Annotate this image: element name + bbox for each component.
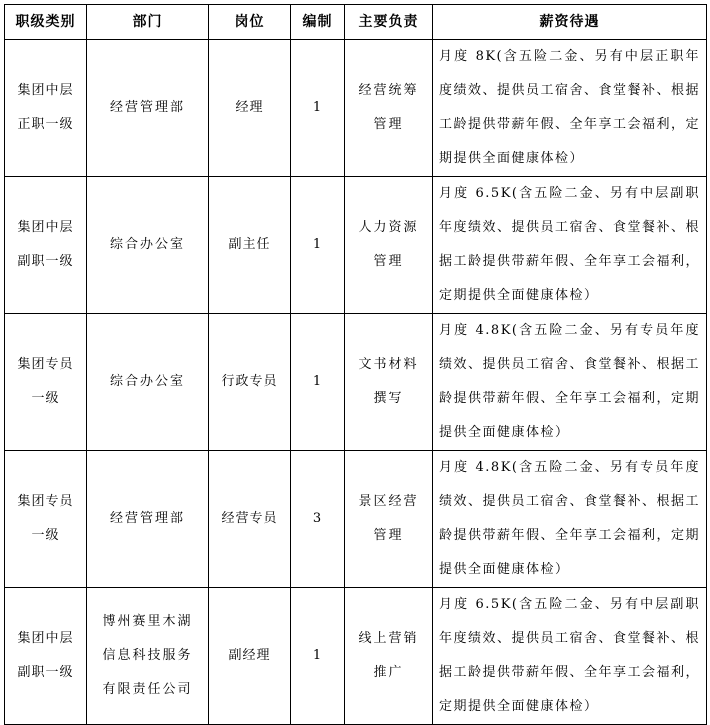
table-row xyxy=(5,451,707,588)
level-cell xyxy=(5,588,87,725)
quota-cell: 1 xyxy=(291,177,345,314)
table-row xyxy=(5,177,707,314)
duty-cell xyxy=(345,451,433,588)
table-row xyxy=(5,314,707,451)
salary-cell: 月度 6.5K(含五险二金、另有中层副职年度绩效、提供员工宿舍、食堂餐补、根据工龄提供带薪年假、全年享工会福利，定期提供全面健康体检） xyxy=(433,177,707,314)
dept-cell xyxy=(87,177,209,314)
duty-text: 人力资源管理 xyxy=(358,220,419,269)
header-level: 职级类别 xyxy=(5,5,87,40)
salary-cell: 月度 4.8K(含五险二金、另有专员年度绩效、提供员工宿舍、食堂餐补、根据工龄提供带薪年假、全年享工会福利，定期提供全面健康体检） xyxy=(433,451,707,588)
dept-text: 经营管理部 xyxy=(109,100,185,115)
salary-cell: 月度 4.8K(含五险二金、另有专员年度绩效、提供员工宿舍、食堂餐补、根据工龄提供带薪年假、全年享工会福利，定期提供全面健康体检） xyxy=(433,314,707,451)
level-cell xyxy=(5,314,87,451)
position-cell: 副主任 xyxy=(209,177,291,314)
level-text: 集团专员一级 xyxy=(17,357,74,406)
recruitment-table xyxy=(4,4,707,725)
duty-text: 经营统筹管理 xyxy=(358,83,419,132)
position-cell: 经营专员 xyxy=(209,451,291,588)
dept-cell xyxy=(87,588,209,725)
position-cell: 经理 xyxy=(209,40,291,177)
header-salary: 薪资待遇 xyxy=(433,5,707,40)
level-text: 集团专员一级 xyxy=(17,494,74,543)
quota-cell: 1 xyxy=(291,314,345,451)
position-cell: 副经理 xyxy=(209,588,291,725)
duty-text: 景区经营管理 xyxy=(358,494,419,543)
header-duty: 主要负责 xyxy=(345,5,433,40)
quota-cell: 1 xyxy=(291,588,345,725)
dept-cell xyxy=(87,451,209,588)
level-cell xyxy=(5,177,87,314)
level-cell xyxy=(5,40,87,177)
level-cell xyxy=(5,451,87,588)
level-text: 集团中层正职一级 xyxy=(17,83,74,132)
salary-cell: 月度 8K(含五险二金、另有中层正职年度绩效、提供员工宿舍、食堂餐补、根据工龄提供带薪年假、全年享工会福利，定期提供全面健康体检） xyxy=(433,40,707,177)
quota-cell: 3 xyxy=(291,451,345,588)
dept-text: 经营管理部 xyxy=(109,511,185,526)
position-cell: 行政专员 xyxy=(209,314,291,451)
duty-cell xyxy=(345,40,433,177)
quota-cell: 1 xyxy=(291,40,345,177)
duty-text: 文书材料撰写 xyxy=(358,357,419,406)
header-position: 岗位 xyxy=(209,5,291,40)
duty-text: 线上营销推广 xyxy=(358,631,419,680)
header-row xyxy=(5,5,707,40)
level-text: 集团中层副职一级 xyxy=(17,631,74,680)
header-quota: 编制 xyxy=(291,5,345,40)
dept-text: 综合办公室 xyxy=(109,374,185,389)
salary-cell: 月度 6.5K(含五险二金、另有中层副职年度绩效、提供员工宿舍、食堂餐补、根据工龄提供带薪年假、全年享工会福利，定期提供全面健康体检） xyxy=(433,588,707,725)
table-row xyxy=(5,40,707,177)
dept-cell xyxy=(87,40,209,177)
header-dept: 部门 xyxy=(87,5,209,40)
dept-text: 综合办公室 xyxy=(109,237,185,252)
duty-cell xyxy=(345,588,433,725)
dept-cell xyxy=(87,314,209,451)
level-text: 集团中层副职一级 xyxy=(17,220,74,269)
dept-text: 博州赛里木湖信息科技服务有限责任公司 xyxy=(102,614,193,697)
duty-cell xyxy=(345,314,433,451)
duty-cell xyxy=(345,177,433,314)
table-row xyxy=(5,588,707,725)
